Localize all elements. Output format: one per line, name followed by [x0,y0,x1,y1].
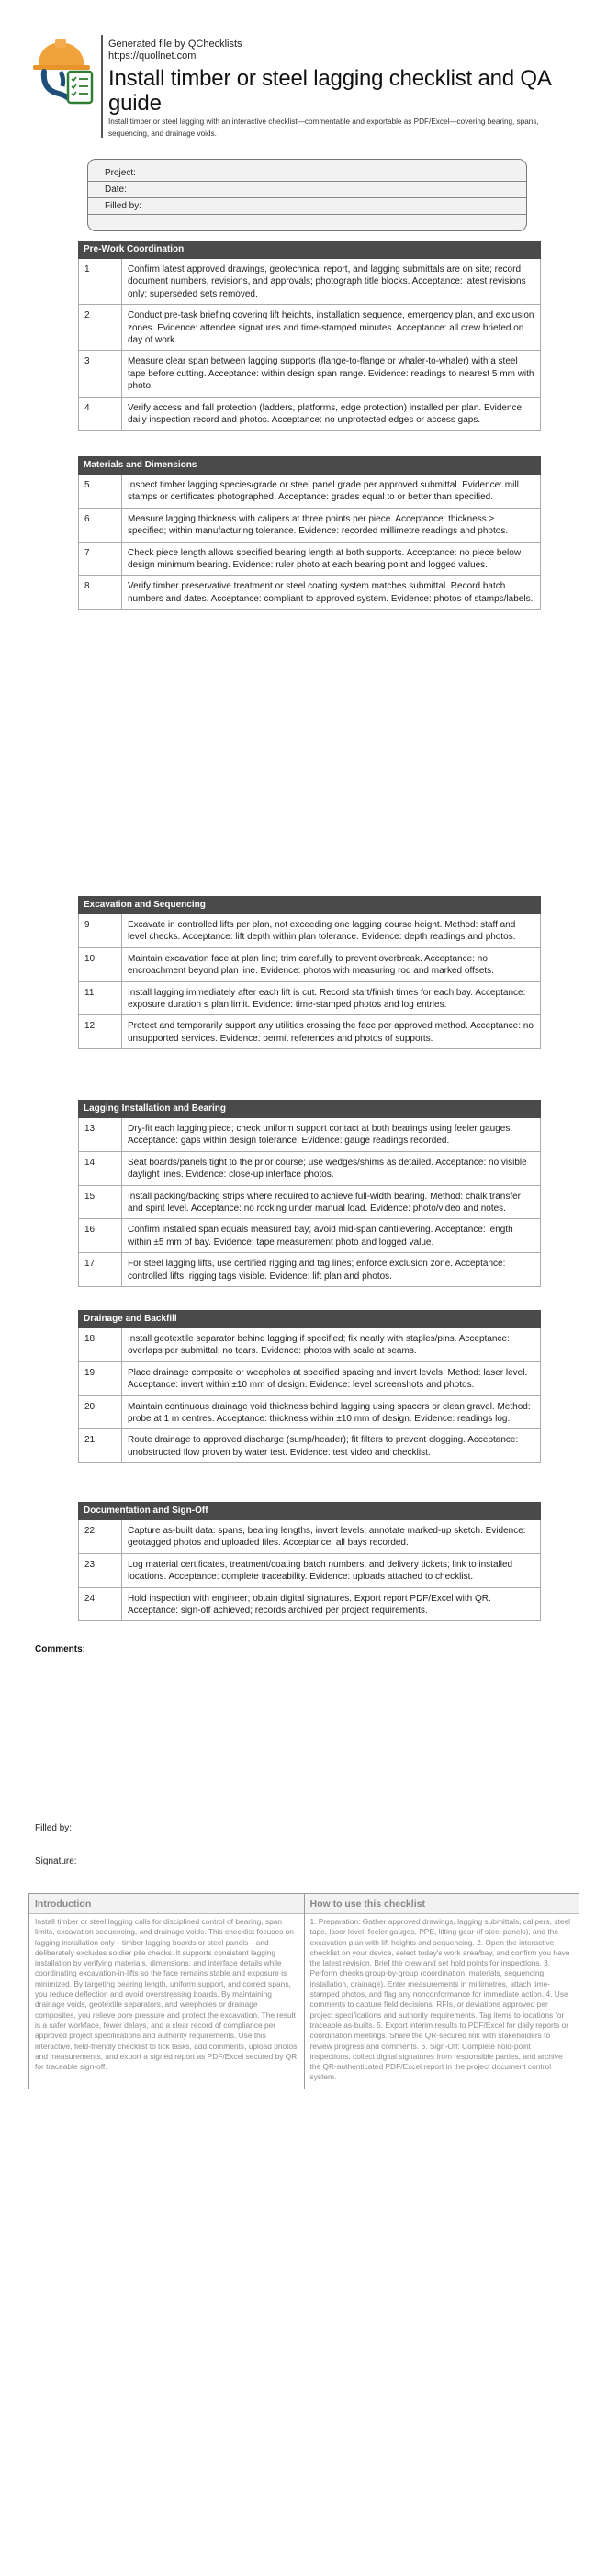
item-number: 16 [79,1219,122,1252]
introduction-heading: Introduction [29,1894,304,1914]
checklist-row[interactable] [78,259,541,305]
checklist-row[interactable] [78,305,541,351]
item-text: Excavate in controlled lifts per plan, not exceeding one lagging course height. Method: staff and level checks. Acceptance: lift depth within plan tolerance. Evidence: depth readings and photos. [128,920,516,943]
item-text: Route drainage to approved discharge (sump/header); fit filters to prevent clogging. Acceptance: unobstructed flow proven by water test. Evidence: test video and checklist. [128,1435,519,1458]
checklist-row[interactable] [78,1362,541,1396]
checklist-row[interactable] [78,1588,541,1622]
item-text: Maintain excavation face at plan line; trim carefully to prevent overbreak. Acceptance: no encroachment beyond plan line. Evidence: photos with measuring rod and marked offsets. [128,953,494,977]
item-text: Confirm installed span equals measured bay; avoid mid-span cantilevering. Acceptance: length within ±5 mm of bay. Evidence: tape measurement photo and logged value. [128,1225,513,1248]
item-number: 10 [79,948,122,981]
checklist-row[interactable] [78,576,541,610]
item-number: 14 [79,1152,122,1185]
checklist-row[interactable] [78,1396,541,1430]
item-text: Verify access and fall protection (ladders, platforms, edge protection) installed per plan. Evidence: daily inspection record and photos. Acceptance: no unprotected edges or access gaps. [128,402,524,426]
project-label: Project: [105,168,136,178]
section-header: Drainage and Backfill [78,1310,541,1328]
checklist-row[interactable] [78,1118,541,1152]
checklist-row[interactable] [78,1219,541,1253]
checklist-row[interactable] [78,1152,541,1186]
signature-label: Signature: [35,1856,77,1866]
checklist-row[interactable] [78,1554,541,1588]
item-text: Place drainage composite or weepholes at specified spacing and invert levels. Method: laser level. Acceptance: invert within ±10 mm of design. Evidence: level screenshots and photos. [128,1367,528,1391]
source-url-link[interactable]: https://quollnet.com [108,50,197,62]
date-label: Date: [105,185,127,195]
page-subtitle: Install timber or steel lagging with an interactive checklist—commentable and exportable as PDF/Excel—covering bearing, spans, sequencing, and drainage voids. [108,118,539,138]
item-number: 6 [79,509,122,542]
how-to-use-text: 1. Preparation: Gather approved drawings, lagging submittals, calipers, steel tape, laser level, feeler gauges, PPE, lifting gear (if steel panels), and the excavation plan with lift heights and sequencing. 2. Open the interactive checklist on your device, select today's work area/bay, and confirm you have the latest revision. Brief the crew and set hold points for inspections. 3. Perform checks group-by-group (coordination, materials, sequencing, installation, drainage). Enter measurements in millimetres, attach time-stamped photos, and flag any nonconformance for immediate action. 4. Use comments to capture field decisions, RFIs, or deviations approved per project specifications and authority requirements. Tag items to locations for traceable as-builts. 5. Export interim results to PDF/Excel for daily reports or coordination meetings. Share the QR-secured link with stakeholders to review progress and comments. 6. Sign-Off: Complete hold-point inspections, collect digital signatures from responsible parties, and archive the QR-authenticated PDF/Excel report in the project document control system. [309,1917,571,2082]
item-text: Log material certificates, treatment/coating batch numbers, and delivery tickets; link to installed locations. Acceptance: complete traceability. Evidence: uploads attached to checklist. [128,1559,513,1583]
item-number: 7 [79,543,122,576]
item-number: 8 [79,576,122,609]
item-text: Confirm latest approved drawings, geotechnical report, and lagging submittals are on site; record document numbers, revisions, and approvals; photograph title blocks. Acceptance: latest revisions only; superseded sets removed. [128,264,526,299]
section-lagging-installation-and-bearing [78,1100,541,1287]
guide-table [28,1893,579,2089]
section-pre-work-coordination [78,241,541,431]
comments-label: Comments: [35,1644,86,1654]
section-header: Documentation and Sign-Off [78,1502,541,1520]
checklist-row[interactable] [78,509,541,543]
section-header: Excavation and Sequencing [78,896,541,914]
header-text [108,39,577,140]
introduction-text: Install timber or steel lagging calls for disciplined control of bearing, span limits, excavation sequencing, and drainage voids. This checklist focuses on lagging installation only—timber lagging boards or steel panels—and deliberately excludes soldier pile checks. It supports consistent lagging installation by verifying materials, dimensions, and interface details while coordinating excavation-in-lifts so the face remains stable and exposure is minimized. By targeting bearing length, uniform support, and correct spans, you reduce deflection and avoid overstressing boards. By maintaining drainage voids, geotextile separators, and weepholes or drainage composites, you relieve pore pressure and protect the excavation. The result is a safer workface, fewer delays, and a clear record of compliance per approved project specifications and authority requirements. Use this interactive, field-friendly checklist to tick tasks, add comments, upload photos and measurements, and export a signed report as PDF/Excel secured by QR for traceable sign-off. [35,1917,298,2072]
item-text: Measure lagging thickness with calipers at three points per piece. Acceptance: thickness ≥ specified; within manufacturing tolerance. Evidence: recorded millimetre readings and photos. [128,513,509,537]
item-text: Capture as-built data: spans, bearing lengths, invert levels; annotate marked-up sketch. Evidence: geotagged photos and uploaded files. Acceptance: all bays recorded. [128,1526,526,1549]
item-text: Install geotextile separator behind lagging if specified; fix neatly with staples/pins. Acceptance: overlaps per submittal; no tears. Evidence: photos with scale at seams. [128,1334,510,1357]
checklist-row[interactable] [78,914,541,948]
item-number: 3 [79,351,122,396]
item-number: 4 [79,398,122,431]
item-number: 24 [79,1588,122,1621]
item-text: Conduct pre-task briefing covering lift heights, installation sequence, emergency plan, and exclusion zones. Evidence: attendee signatures and time-stamped minutes. Acceptance: all crew briefed on day of work. [128,310,534,346]
checklist-row[interactable] [78,948,541,982]
item-text: For steel lagging lifts, use certified rigging and tag lines; enforce exclusion zone. Acceptance: controlled lifts, rigging tags visible. Evidence: lift plan and photos. [128,1259,506,1282]
checklist-row[interactable] [78,982,541,1016]
filled-by-label: Filled by: [105,201,142,211]
section-header: Materials and Dimensions [78,456,541,475]
item-text: Maintain continuous drainage void thickness behind lagging using spacers or clean gravel. Method: probe at 1 m centres. Acceptance: thickness within ±10 mm of design. Evidence: readings log. [128,1401,531,1425]
item-number: 1 [79,259,122,304]
checklist-row[interactable] [78,398,541,431]
checklist-row[interactable] [78,351,541,397]
footer-filled-by-label: Filled by: [35,1823,73,1833]
item-number: 12 [79,1015,122,1048]
checklist-row[interactable] [78,1253,541,1287]
item-number: 19 [79,1362,122,1395]
item-number: 22 [79,1520,122,1553]
generated-by-text: Generated file by QChecklists [108,39,242,50]
project-field[interactable] [88,160,526,182]
info-blank-row[interactable] [88,215,526,231]
item-number: 2 [79,305,122,350]
item-text: Hold inspection with engineer; obtain digital signatures. Export report PDF/Excel with QR. Acceptance: sign-off achieved; records archived per project requirements. [128,1593,491,1617]
item-text: Inspect timber lagging species/grade or steel panel grade per approved submittal. Evidence: mill stamps or certificates photographed. Acceptance: grades equal to or better than specified. [128,480,519,503]
item-number: 18 [79,1328,122,1361]
item-text: Seat boards/panels tight to the prior course; use wedges/shims as detailed. Acceptance: no visible daylight lines. Evidence: close-up interface photos. [128,1157,527,1181]
item-number: 13 [79,1118,122,1151]
checklist-row[interactable] [78,1429,541,1463]
how-to-use-column [304,1894,579,2089]
item-number: 20 [79,1396,122,1429]
how-to-use-heading: How to use this checklist [305,1894,579,1914]
item-number: 17 [79,1253,122,1286]
section-drainage-and-backfill [78,1310,541,1463]
section-header: Lagging Installation and Bearing [78,1100,541,1118]
item-text: Install lagging immediately after each lift is cut. Record start/finish times for each bay. Acceptance: exposure duration ≤ plan limit. Evidence: time-stamped photos and log entries. [128,987,526,1011]
introduction-column [29,1894,304,2089]
item-text: Verify timber preservative treatment or steel coating system matches submittal. Record batch numbers and dates. Acceptance: compliant to approved system. Evidence: photos of stamps/labels. [128,581,534,604]
hardhat-checklist-logo-icon [29,37,97,105]
checklist-row[interactable] [78,475,541,509]
filled-by-field[interactable] [88,198,526,215]
item-number: 11 [79,982,122,1015]
item-text: Dry-fit each lagging piece; check uniform support contact at both bearings using feeler gauges. Acceptance: gaps within design tolerance. Evidence: gauge readings recorded. [128,1124,513,1147]
header-divider [101,35,103,138]
page-title: Install timber or steel lagging checklist and QA guide [108,66,551,116]
item-number: 9 [79,914,122,947]
section-header: Pre-Work Coordination [78,241,541,259]
item-number: 15 [79,1186,122,1219]
checklist-row[interactable] [78,1328,541,1362]
checklist-row[interactable] [78,1015,541,1049]
item-text: Measure clear span between lagging supports (flange-to-flange or whaler-to-whaler) with a steel tape before cutting. Acceptance: within design span range. Evidence: readings to nearest 5 mm with photo. [128,356,534,392]
checklist-row[interactable] [78,1186,541,1220]
section-excavation-and-sequencing [78,896,541,1049]
checklist-row[interactable] [78,1520,541,1554]
item-number: 21 [79,1429,122,1462]
item-number: 5 [79,475,122,508]
date-field[interactable] [88,182,526,198]
item-text: Install packing/backing strips where required to achieve full-width bearing. Method: chalk transfer and spirit level. Acceptance: no rocking under manual load. Evidence: photo/video and notes. [128,1191,521,1215]
project-info-box [87,159,527,231]
section-materials-and-dimensions [78,456,541,610]
item-text: Protect and temporarily support any utilities crossing the face per approved method. Acceptance: no unsupported services. Evidence: permit references and photos of supports. [128,1021,534,1044]
item-number: 23 [79,1554,122,1587]
item-text: Check piece length allows specified bearing length at both supports. Acceptance: no piece below design minimum bearing. Evidence: ruler photo at each bearing point and logged values. [128,547,522,571]
checklist-row[interactable] [78,543,541,577]
section-documentation-and-sign-off [78,1502,541,1621]
